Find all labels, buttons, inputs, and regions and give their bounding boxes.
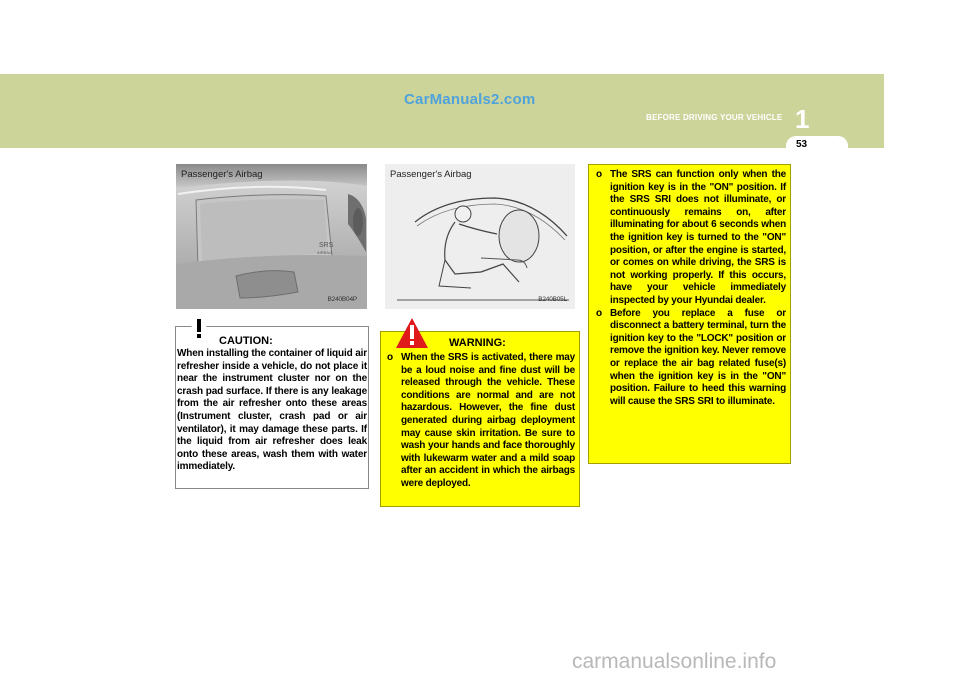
header-band: [0, 74, 884, 148]
warning-item: [387, 352, 575, 491]
warning-text: [387, 352, 575, 491]
caution-title: CAUTION:: [219, 335, 273, 347]
chapter-title: BEFORE DRIVING YOUR VEHICLE: [646, 113, 783, 122]
bullet-mark: o: [596, 307, 602, 319]
footer-watermark[interactable]: carmanualsonline.info: [572, 650, 777, 673]
srs-note-item: [596, 308, 786, 409]
srs-note-item: [596, 169, 786, 308]
warning-title: WARNING:: [449, 337, 506, 349]
chapter-number: 1: [795, 104, 810, 134]
figure-caption: Passenger's Airbag: [181, 169, 263, 180]
page-number: 53: [796, 139, 808, 150]
dashboard-illustration: [176, 164, 367, 309]
caution-box: [175, 326, 369, 489]
figure-airbag-deployment: [385, 164, 575, 309]
warning-item-text: When the SRS is activated, there may be a loud noise and fine dust will be released through the vehicle. These conditions are normal and are not hazardous. However, the fine dust generated during airbag deployment may cause skin irritation. Be sure to wash your hands and face thoroughly with lukewarm water and a mild soap after an accident in which the airbags were deployed.: [401, 352, 575, 489]
srs-notes-box: [588, 164, 791, 464]
airbag-panel-sublabel: AIRBAG: [317, 250, 333, 255]
caution-text: When installing the container of liquid air refresher inside a vehicle, do not place it near the instrument cluster nor on the crash pad surface. If there is any leakage from the air refresher onto these areas (Instrument cluster, crash pad or air ventilator), it may damage these parts. If the liquid from air refresher does leak onto these areas, wash them with water immediately.: [177, 348, 367, 473]
bullet-mark: o: [596, 169, 602, 180]
exclamation-triangle-icon: [395, 317, 429, 349]
bullet-mark: o: [387, 352, 393, 363]
airbag-deployment-illustration: [385, 164, 575, 309]
srs-note-text: Before you replace a fuse or disconnect a battery terminal, turn the ignition key to the "LOCK" position or remove the ignition key. Never remove or replace the air bag related fuse(s) when the ignition key is in the "ON" position. Failure to heed this warning will cause the SRS SRI to illuminate.: [610, 307, 786, 407]
srs-panel-label: SRS: [319, 242, 334, 249]
site-logo[interactable]: CarManuals2.com: [404, 91, 536, 108]
srs-note-text: The SRS can function only when the ignition key is in the "ON" position. If the SRS SRI does not illuminate, or continuously remains on, after illuminating for about 6 seconds when the ignition key is turned to the "ON" position, or after the engine is started, or comes on while driving, the SRS is not working properly. If this occurs, have your vehicle immediately inspected by your Hyundai dealer.: [610, 169, 786, 306]
figure-code: B240B05L: [538, 296, 567, 303]
figure-code: B240B04P: [327, 296, 357, 303]
srs-notes-text: [596, 169, 786, 408]
warning-box: [380, 331, 580, 507]
figure-airbag-dashboard: [176, 164, 367, 309]
exclamation-triangle-icon: [184, 313, 214, 341]
figure-caption: Passenger's Airbag: [390, 169, 472, 180]
